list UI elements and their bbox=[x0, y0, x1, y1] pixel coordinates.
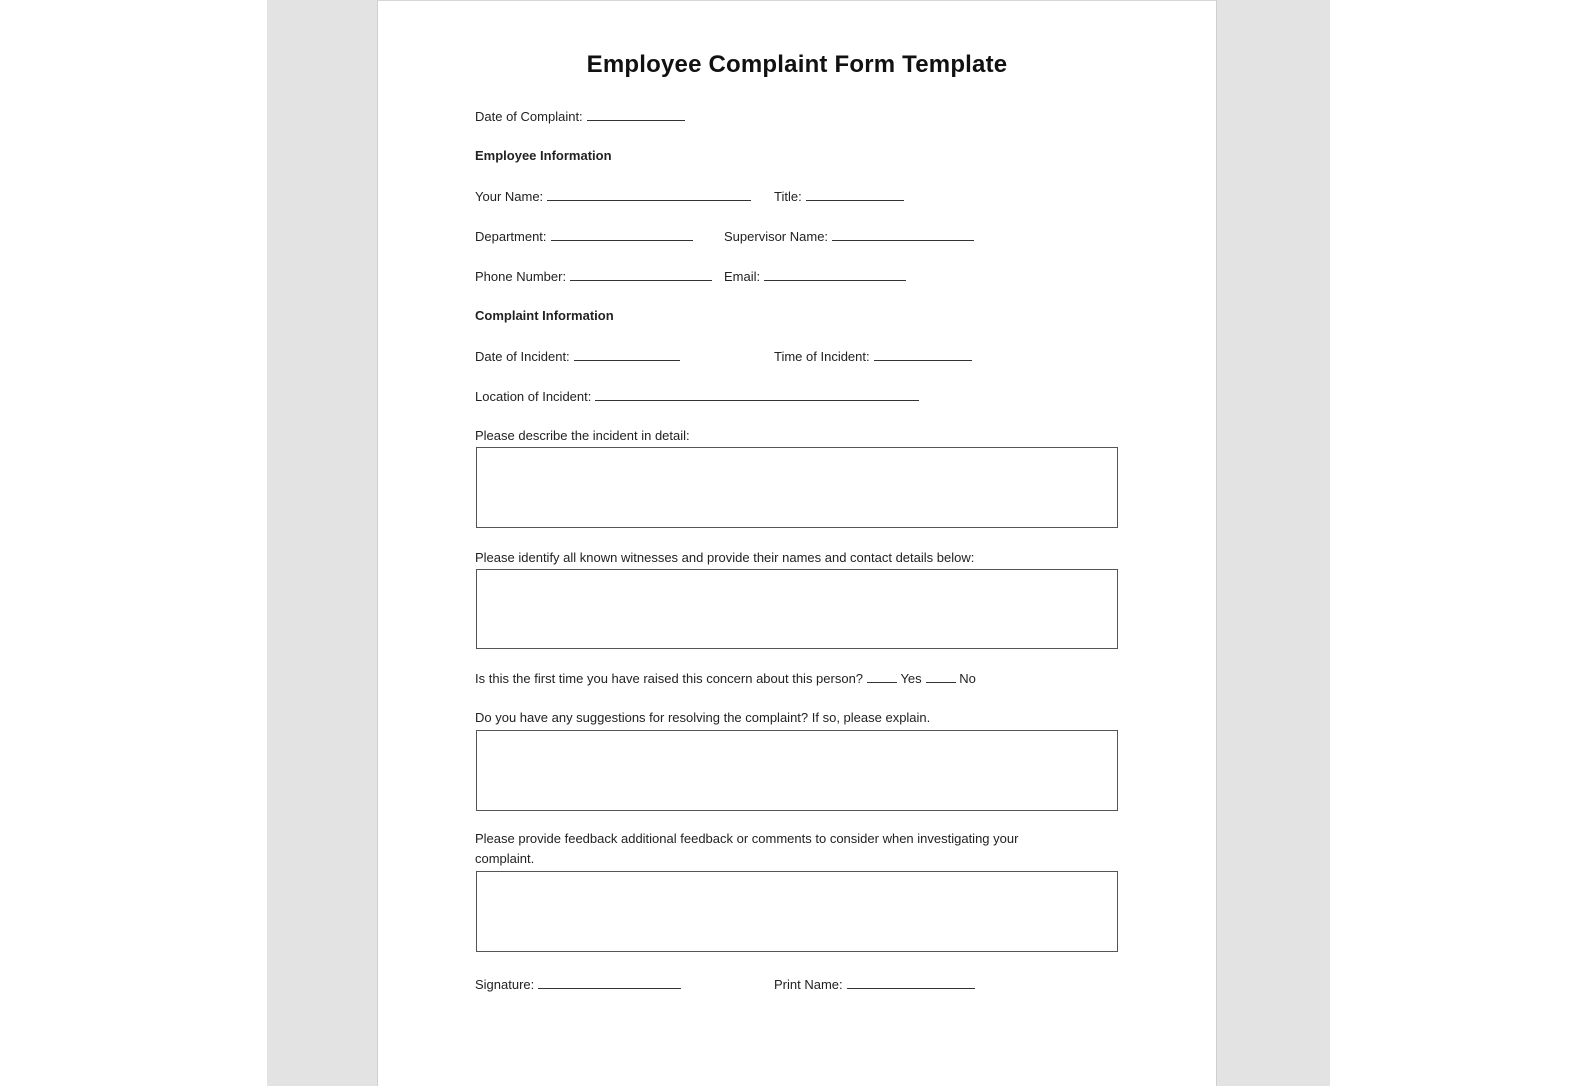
phone-number-field[interactable] bbox=[570, 268, 712, 281]
email-label: Email: bbox=[724, 269, 761, 284]
yes-label: Yes bbox=[900, 671, 922, 686]
employee-information-heading: Employee Information bbox=[475, 148, 612, 163]
first-time-question-label: Is this the first time you have raised this concern about this person? bbox=[475, 671, 864, 686]
date-of-incident-row bbox=[475, 348, 680, 365]
date-of-complaint-row bbox=[475, 108, 685, 125]
title-field[interactable] bbox=[806, 188, 904, 201]
signature-row bbox=[475, 976, 681, 993]
email-field[interactable] bbox=[764, 268, 906, 281]
witnesses-label: Please identify all known witnesses and provide their names and contact details below: bbox=[475, 550, 975, 565]
your-name-field[interactable] bbox=[547, 188, 751, 201]
email-row bbox=[724, 268, 906, 285]
suggestions-label: Do you have any suggestions for resolving the complaint? If so, please explain. bbox=[475, 710, 931, 725]
print-name-label: Print Name: bbox=[774, 977, 843, 992]
title-row bbox=[774, 188, 904, 205]
describe-incident-label: Please describe the incident in detail: bbox=[475, 428, 690, 443]
describe-incident-textbox[interactable] bbox=[476, 447, 1118, 528]
feedback-label-line1: Please provide feedback additional feedback or comments to consider when investigating your bbox=[475, 831, 1019, 846]
feedback-textbox[interactable] bbox=[476, 871, 1118, 952]
phone-number-row bbox=[475, 268, 712, 285]
first-time-question-row bbox=[475, 670, 976, 687]
your-name-label: Your Name: bbox=[475, 189, 544, 204]
print-name-field[interactable] bbox=[847, 976, 975, 989]
supervisor-name-field[interactable] bbox=[832, 228, 974, 241]
title-label: Title: bbox=[774, 189, 802, 204]
department-row bbox=[475, 228, 693, 245]
location-of-incident-field[interactable] bbox=[595, 388, 919, 401]
print-name-row bbox=[774, 976, 975, 993]
complaint-information-heading: Complaint Information bbox=[475, 308, 614, 323]
date-of-incident-label: Date of Incident: bbox=[475, 349, 570, 364]
yes-blank[interactable] bbox=[867, 670, 897, 683]
signature-field[interactable] bbox=[538, 976, 681, 989]
suggestions-textbox[interactable] bbox=[476, 730, 1118, 811]
date-of-complaint-label: Date of Complaint: bbox=[475, 109, 583, 124]
location-of-incident-label: Location of Incident: bbox=[475, 389, 592, 404]
time-of-incident-label: Time of Incident: bbox=[774, 349, 870, 364]
location-of-incident-row bbox=[475, 388, 919, 405]
supervisor-name-row bbox=[724, 228, 974, 245]
department-label: Department: bbox=[475, 229, 547, 244]
no-label: No bbox=[959, 671, 976, 686]
department-field[interactable] bbox=[551, 228, 693, 241]
supervisor-name-label: Supervisor Name: bbox=[724, 229, 829, 244]
feedback-label-line2: complaint. bbox=[475, 851, 535, 866]
witnesses-textbox[interactable] bbox=[476, 569, 1118, 649]
no-blank[interactable] bbox=[926, 670, 956, 683]
date-of-complaint-field[interactable] bbox=[587, 108, 685, 121]
your-name-row bbox=[475, 188, 751, 205]
time-of-incident-row bbox=[774, 348, 972, 365]
time-of-incident-field[interactable] bbox=[874, 348, 972, 361]
date-of-incident-field[interactable] bbox=[574, 348, 680, 361]
document-page bbox=[377, 0, 1217, 1086]
signature-label: Signature: bbox=[475, 977, 535, 992]
phone-number-label: Phone Number: bbox=[475, 269, 567, 284]
page-title: Employee Complaint Form Template bbox=[586, 51, 1008, 78]
